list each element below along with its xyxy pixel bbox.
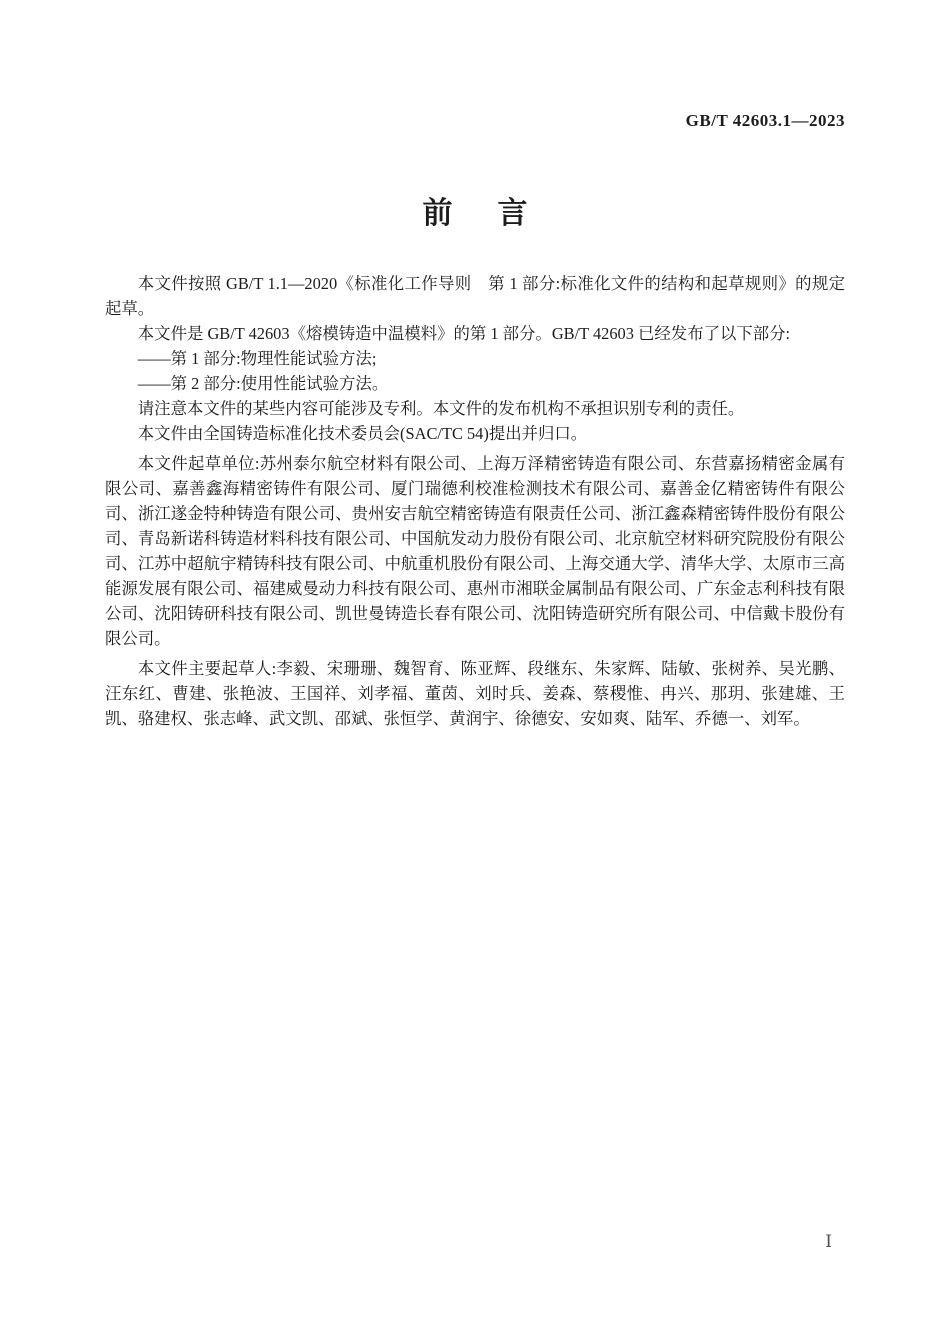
page-number: Ⅰ	[825, 1232, 832, 1251]
para-drafting-organizations: 本文件起草单位:苏州泰尔航空材料有限公司、上海万泽精密铸造有限公司、东营嘉扬精密金属有限公司、嘉善鑫海精密铸件有限公司、厦门瑞德利校准检测技术有限公司、嘉善金亿精密铸件有限公司、浙江遂金特种铸造有限公司、贵州安吉航空精密铸造有限责任公司、浙江鑫森精密铸件股份有限公司、青岛新诺科铸造材料科技有限公司、中国航发动力股份有限公司、北京航空材料研究院股份有限公司、江苏中超航宇精铸科技有限公司、中航重机股份有限公司、上海交通大学、清华大学、太原市三高能源发展有限公司、福建威曼动力科技有限公司、惠州市湘联金属制品有限公司、广东金志利科技有限公司、沈阳铸研科技有限公司、凯世曼铸造长春有限公司、沈阳铸造研究所有限公司、中信戴卡股份有限公司。	[105, 454, 845, 648]
para-patent-notice: 请注意本文件的某些内容可能涉及专利。本文件的发布机构不承担识别专利的责任。	[137, 399, 745, 418]
list-item-part-2: ——第 2 部分:使用性能试验方法。	[137, 374, 389, 393]
para-parts-intro: 本文件是 GB/T 42603《熔模铸造中温模料》的第 1 部分。GB/T 42603 已经发布了以下部分:	[137, 324, 791, 343]
para-drafting-basis: 本文件按照 GB/T 1.1—2020《标准化工作导则 第 1 部分:标准化文件的结构和起草规则》的规定起草。	[105, 274, 845, 318]
para-committee: 本文件由全国铸造标准化技术委员会(SAC/TC 54)提出并归口。	[137, 424, 588, 443]
list-item-part-1: ——第 1 部分:物理性能试验方法;	[137, 349, 377, 368]
standard-code-header: GB/T 42603.1—2023	[685, 111, 845, 130]
para-drafters: 本文件主要起草人:李毅、宋珊珊、魏智育、陈亚辉、段继东、朱家辉、陆敏、张树养、吴光鹏、汪东红、曹建、张艳波、王国祥、刘孝福、董茵、刘时兵、姜森、蔡稷惟、冉兴、那玥、张建雄、王凯、骆建权、张志峰、武文凯、邵斌、张恒学、黄润宇、徐德安、安如爽、陆军、乔德一、刘军。	[105, 659, 845, 728]
foreword-body	[105, 271, 845, 731]
foreword-title: 前 言	[422, 197, 535, 230]
